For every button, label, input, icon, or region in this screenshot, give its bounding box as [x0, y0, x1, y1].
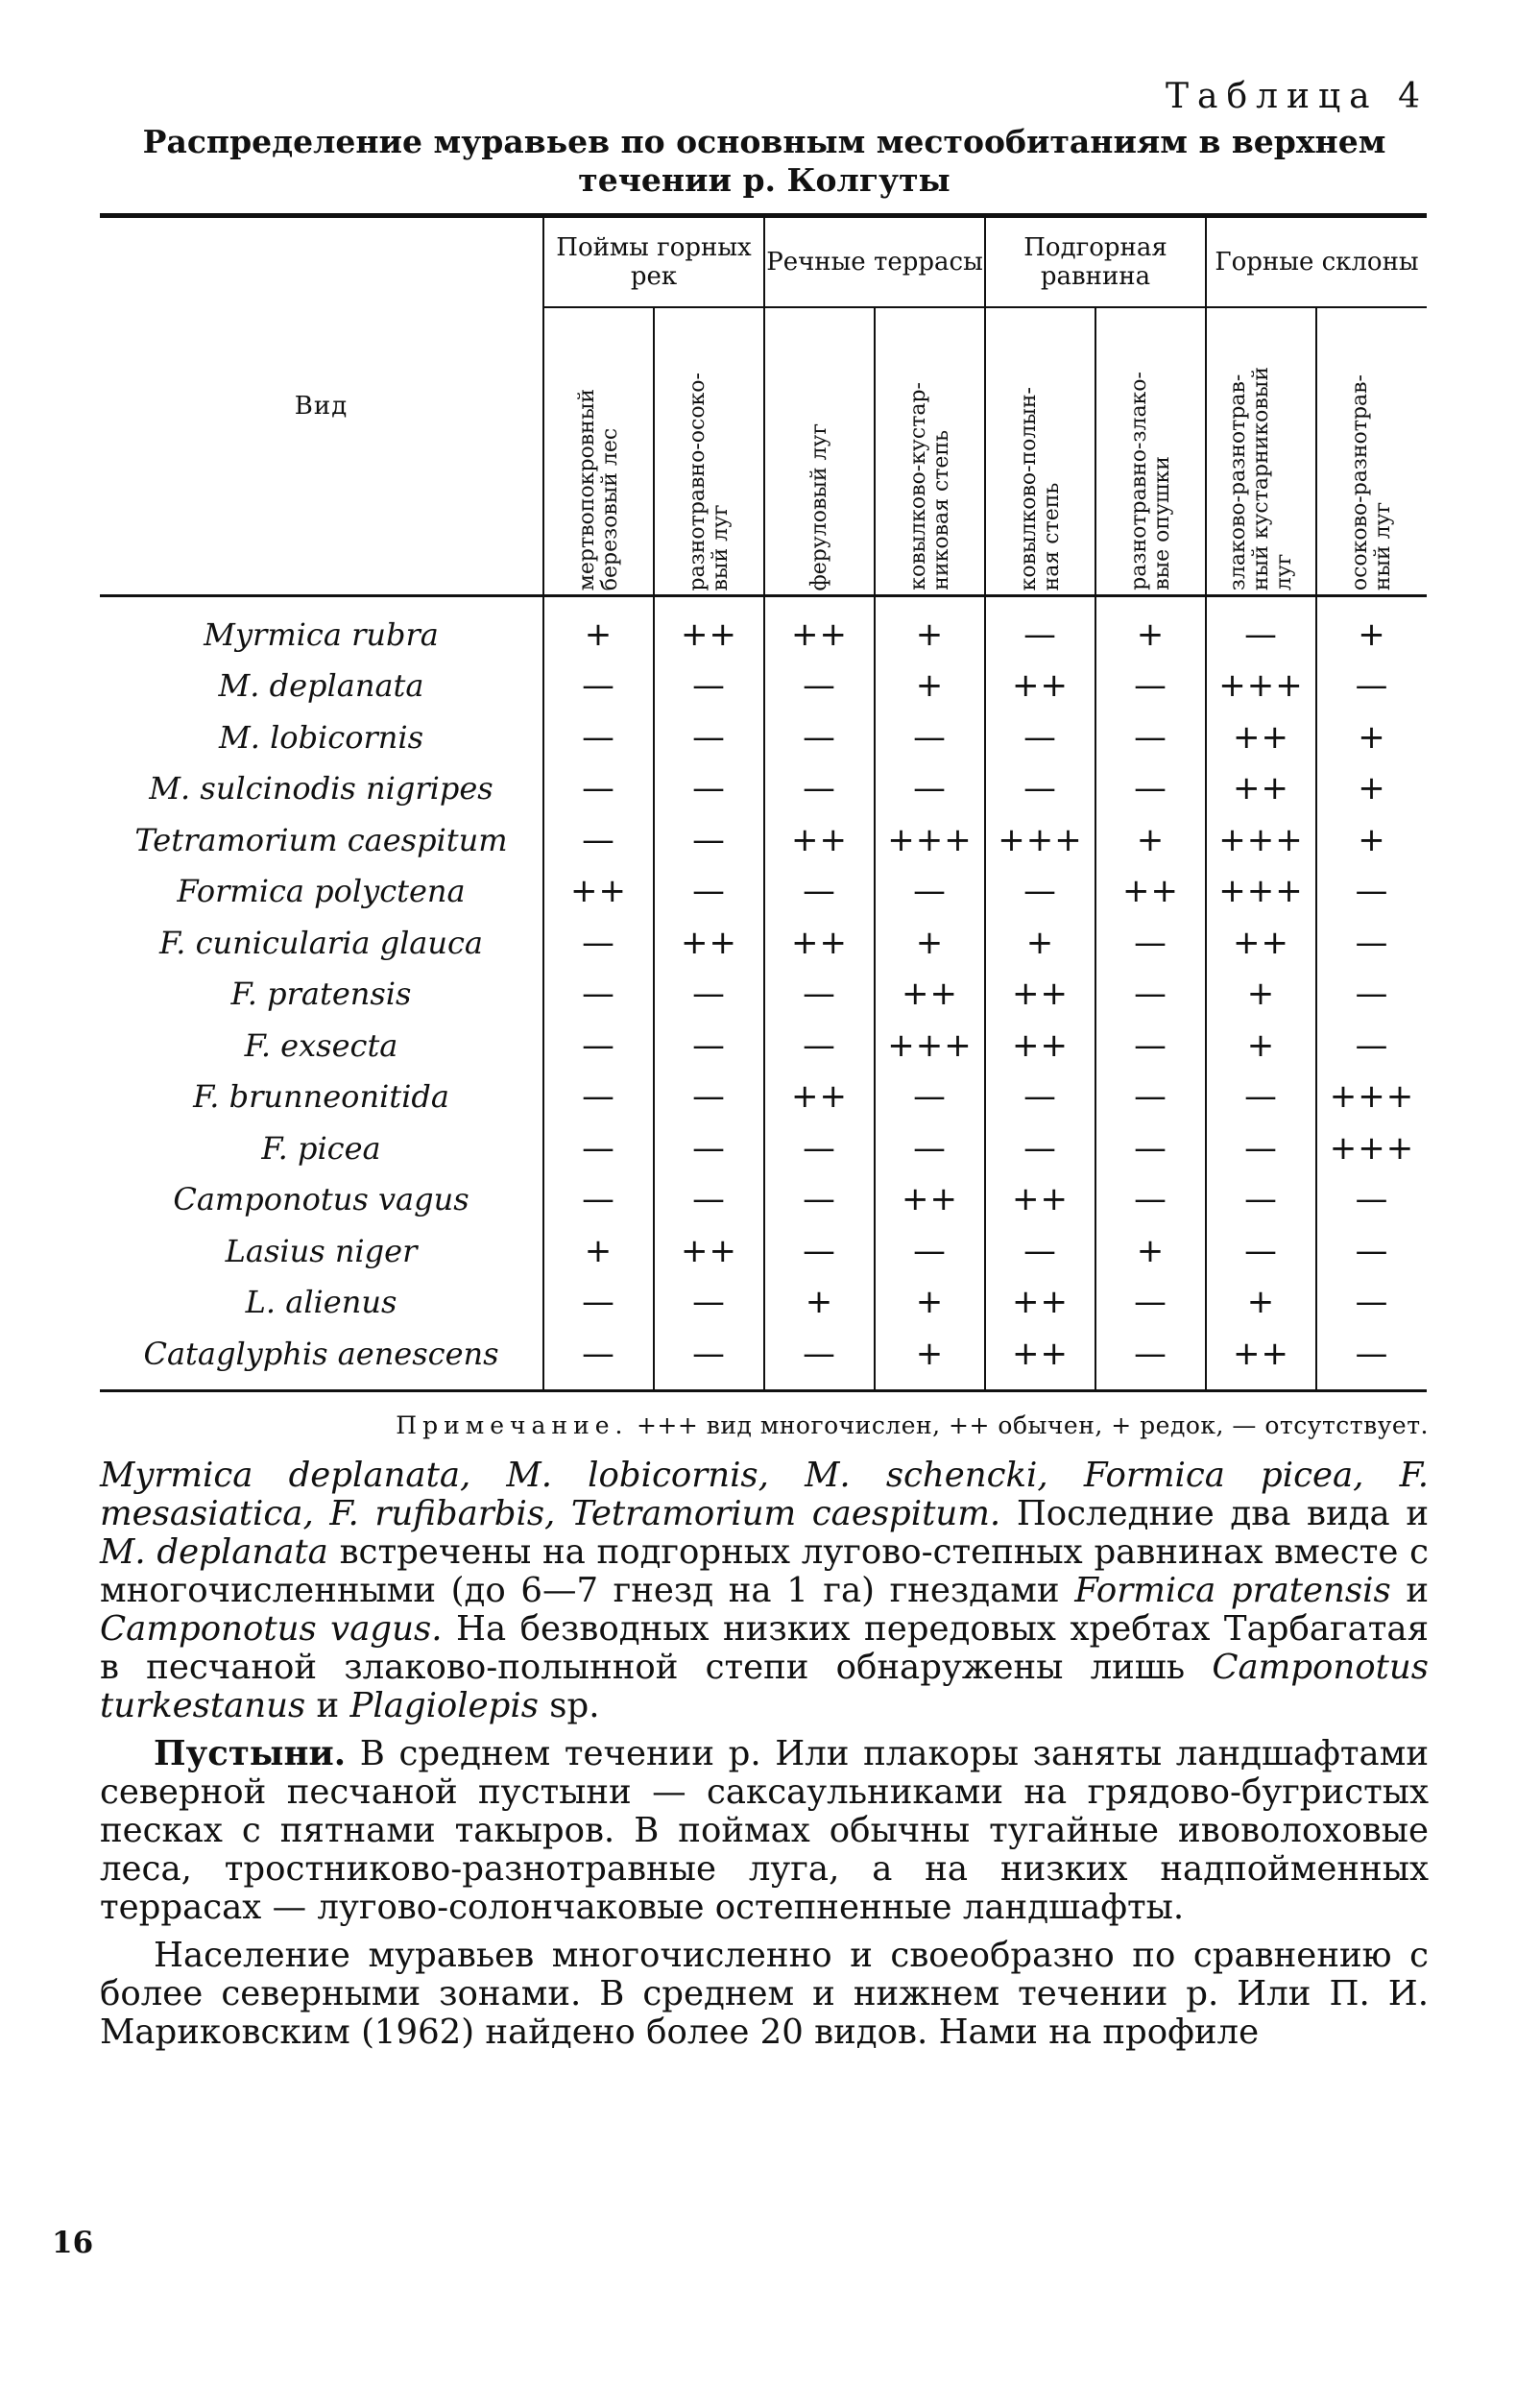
abundance-cell: ++ [764, 1072, 875, 1123]
table-row [100, 1225, 1427, 1277]
table-row [100, 1072, 1427, 1123]
abundance-cell: — [1206, 1072, 1316, 1123]
abundance-cell: — [764, 969, 875, 1021]
abundance-cell: + [1206, 969, 1316, 1021]
abundance-cell: — [1095, 1122, 1206, 1174]
text-run: sp. [538, 1685, 600, 1725]
species-cell: F. exsecta [244, 1026, 398, 1064]
abundance-cell: — [1095, 763, 1206, 815]
species-cell: L. alienus [245, 1284, 397, 1321]
species-cell: F. cunicularia glauca [159, 924, 483, 961]
species-cell: Cataglyphis aenescens [143, 1335, 499, 1372]
table-row [100, 1277, 1427, 1329]
habitat-label: ковылково-полын- ная степь [1016, 386, 1064, 590]
abundance-cell: + [1095, 814, 1206, 866]
abundance-cell: — [1316, 1174, 1427, 1226]
abundance-cell: ++ [1095, 866, 1206, 918]
page [100, 77, 1429, 2052]
abundance-cell: + [1316, 814, 1427, 866]
abundance-cell: — [985, 763, 1095, 815]
abundance-cell: — [1095, 1328, 1206, 1390]
abundance-cell: ++ [654, 596, 764, 661]
text-run: и [305, 1685, 350, 1725]
ant-distribution-table [100, 213, 1427, 1392]
abundance-cell: — [1206, 596, 1316, 661]
abundance-cell: ++ [764, 917, 875, 969]
abundance-cell: — [1316, 969, 1427, 1021]
species-cell: M. lobicornis [218, 718, 424, 756]
abundance-cell: — [543, 814, 654, 866]
abundance-cell: — [654, 1277, 764, 1329]
abundance-cell: — [985, 711, 1095, 763]
abundance-cell: — [1095, 1174, 1206, 1226]
abundance-cell: ++ [985, 1277, 1095, 1329]
habitat-header [543, 307, 654, 596]
species-cell: Formica polyctena [177, 873, 466, 910]
abundance-cell: +++ [1206, 814, 1316, 866]
abundance-cell: — [1316, 1328, 1427, 1390]
table-row [100, 1020, 1427, 1072]
abundance-cell: — [764, 661, 875, 712]
abundance-cell: ++ [985, 969, 1095, 1021]
habitat-header [985, 307, 1095, 596]
habitat-label: феруловый луг [806, 422, 831, 590]
habitat-header [1206, 307, 1316, 596]
species-cell: F. pratensis [230, 976, 412, 1013]
abundance-cell: — [764, 763, 875, 815]
abundance-cell: +++ [1206, 866, 1316, 918]
group-header: Речные террасы [764, 216, 985, 308]
abundance-cell: + [875, 596, 985, 661]
abundance-cell: +++ [1316, 1072, 1427, 1123]
table-body [100, 596, 1427, 1391]
abundance-cell: +++ [1316, 1122, 1427, 1174]
abundance-cell: — [875, 866, 985, 918]
abundance-cell: — [985, 1122, 1095, 1174]
abundance-cell: — [875, 1225, 985, 1277]
habitat-label: разнотравно-осоко- вый луг [685, 372, 733, 590]
abundance-cell: ++ [875, 969, 985, 1021]
abundance-cell: +++ [875, 814, 985, 866]
table-row [100, 1122, 1427, 1174]
table-row [100, 711, 1427, 763]
species-cell: Myrmica rubra [204, 615, 439, 653]
abundance-cell: ++ [764, 814, 875, 866]
abundance-cell: — [654, 1020, 764, 1072]
page-number: 16 [52, 2226, 94, 2260]
table-label: Таблица 4 [1166, 77, 1429, 116]
abundance-cell: — [543, 1174, 654, 1226]
table-row [100, 814, 1427, 866]
abundance-cell: — [654, 1328, 764, 1390]
abundance-cell: — [764, 1225, 875, 1277]
abundance-cell: ++ [654, 1225, 764, 1277]
text-run: Последние два вида и [1000, 1493, 1429, 1533]
body-text [100, 1457, 1429, 2052]
abundance-cell: — [543, 763, 654, 815]
abundance-cell: — [1316, 1225, 1427, 1277]
species-name: M. deplanata [100, 1531, 328, 1572]
abundance-cell: — [1095, 1072, 1206, 1123]
species-name: Camponotus turkestanus [100, 1647, 1429, 1725]
species-name: Plagiolepis [349, 1685, 539, 1725]
species-names: Myrmica deplanata, M. lobicornis, M. schencki, Formica picea, F. mesasiatica, F. rufibarbis, Tetramorium caespitum. [100, 1455, 1429, 1533]
species-name: Camponotus vagus. [100, 1608, 443, 1649]
habitat-label: мертвопокровный березовый лес [574, 388, 622, 590]
abundance-cell: — [1095, 917, 1206, 969]
abundance-cell: + [1316, 596, 1427, 661]
abundance-cell: — [1095, 661, 1206, 712]
abundance-cell: — [1095, 1277, 1206, 1329]
table-row [100, 661, 1427, 712]
abundance-cell: — [654, 711, 764, 763]
habitat-header [875, 307, 985, 596]
abundance-cell: — [654, 1122, 764, 1174]
abundance-cell: — [543, 661, 654, 712]
abundance-cell: + [875, 1277, 985, 1329]
species-cell: F. brunneonitida [193, 1078, 449, 1116]
abundance-cell: + [1316, 763, 1427, 815]
species-cell: M. deplanata [218, 667, 424, 705]
abundance-cell: — [985, 1072, 1095, 1123]
abundance-cell: ++ [1206, 711, 1316, 763]
species-column-header: Вид [100, 216, 543, 596]
abundance-cell: — [764, 711, 875, 763]
table-row [100, 917, 1427, 969]
abundance-cell: — [543, 1277, 654, 1329]
abundance-cell: + [1095, 1225, 1206, 1277]
abundance-cell: — [1095, 969, 1206, 1021]
abundance-cell: — [875, 1122, 985, 1174]
abundance-cell: + [543, 1225, 654, 1277]
habitat-label: ковылково-кустар- никовая степь [905, 382, 953, 590]
paragraph [100, 1457, 1429, 1725]
abundance-cell: — [1316, 917, 1427, 969]
abundance-cell: — [654, 969, 764, 1021]
group-header: Подгорная равнина [985, 216, 1206, 308]
abundance-cell: — [543, 917, 654, 969]
abundance-cell: + [1206, 1020, 1316, 1072]
abundance-cell: — [543, 1328, 654, 1390]
abundance-cell: — [764, 1122, 875, 1174]
abundance-cell: + [543, 596, 654, 661]
abundance-cell: + [875, 917, 985, 969]
paragraph [100, 1937, 1429, 2052]
abundance-cell: + [764, 1277, 875, 1329]
habitat-header [654, 307, 764, 596]
table-row [100, 1328, 1427, 1390]
abundance-cell: ++ [985, 1328, 1095, 1390]
abundance-cell: — [764, 1328, 875, 1390]
abundance-cell: — [875, 711, 985, 763]
abundance-cell: +++ [1206, 661, 1316, 712]
abundance-cell: — [764, 1020, 875, 1072]
abundance-cell: — [1206, 1174, 1316, 1226]
abundance-cell: — [1095, 1020, 1206, 1072]
abundance-cell: — [543, 1122, 654, 1174]
group-header: Поймы горных рек [543, 216, 764, 308]
note-label: Примечание. [396, 1410, 629, 1439]
text-run: встречены на подгорных лугово-степных равнинах вместе с многочисленными (до 6—7 гнезд на 1 га) гнездами [100, 1531, 1430, 1610]
abundance-cell: — [543, 1020, 654, 1072]
abundance-cell: ++ [1206, 1328, 1316, 1390]
habitat-header [1316, 307, 1427, 596]
abundance-cell: ++ [985, 1020, 1095, 1072]
species-cell: Lasius niger [225, 1232, 418, 1269]
species-cell: Camponotus vagus [173, 1181, 469, 1218]
table-row [100, 596, 1427, 661]
abundance-cell: — [764, 1174, 875, 1226]
habitat-label: злаково-разнотрав- ный кустарниковый луг [1225, 366, 1296, 590]
table-title: Распределение муравьев по основным местообитаниям в верхнем течении р. Колгуты [142, 123, 1386, 199]
abundance-cell: — [543, 711, 654, 763]
abundance-cell: + [1095, 596, 1206, 661]
abundance-cell: — [1316, 661, 1427, 712]
abundance-cell: — [875, 1072, 985, 1123]
species-cell: M. sulcinodis nigripes [149, 770, 493, 807]
species-cell: F. picea [261, 1129, 381, 1167]
abundance-cell: — [1316, 1020, 1427, 1072]
text-run: Население муравьев многочисленно и своеобразно по сравнению с более северными зонами. В среднем и нижнем течении р. Или П. И. Мариковским (1962) найдено более 20 видов. Нами на профиле [100, 1935, 1429, 2052]
table-row [100, 969, 1427, 1021]
abundance-cell: — [654, 763, 764, 815]
text-run: В среднем течении р. Или плакоры заняты ландшафтами северной песчаной пустыни — саксаульниками на грядово-бугристых песках с пятнами такыров. В поймах обычны тугайные ивоволоховые леса, тростниково-разнотравные луга, а на низких надпойменных террасах — лугово-солончаковые остепненные ландшафты. [100, 1733, 1429, 1927]
abundance-cell: — [654, 814, 764, 866]
abundance-cell: — [654, 866, 764, 918]
abundance-cell: + [875, 1328, 985, 1390]
abundance-cell: — [1206, 1225, 1316, 1277]
species-name: Formica pratensis [1074, 1570, 1391, 1610]
abundance-cell: + [1206, 1277, 1316, 1329]
paragraph [100, 1735, 1429, 1927]
abundance-cell: — [875, 763, 985, 815]
habitat-header [1095, 307, 1206, 596]
abundance-cell: — [654, 661, 764, 712]
abundance-cell: — [1095, 711, 1206, 763]
abundance-cell: ++ [654, 917, 764, 969]
abundance-cell: — [1316, 1277, 1427, 1329]
abundance-cell: +++ [985, 814, 1095, 866]
group-header: Горные склоны [1206, 216, 1427, 308]
habitat-header [764, 307, 875, 596]
table-row [100, 866, 1427, 918]
abundance-cell: ++ [1206, 917, 1316, 969]
abundance-cell: — [1206, 1122, 1316, 1174]
abundance-cell: + [985, 917, 1095, 969]
section-heading: Пустыни. [154, 1733, 347, 1773]
habitat-label: разнотравно-злако- вые опушки [1126, 372, 1174, 590]
abundance-cell: + [875, 661, 985, 712]
abundance-cell: ++ [543, 866, 654, 918]
abundance-cell: +++ [875, 1020, 985, 1072]
abundance-cell: ++ [875, 1174, 985, 1226]
abundance-cell: ++ [764, 596, 875, 661]
abundance-cell: — [543, 1072, 654, 1123]
abundance-cell: — [654, 1072, 764, 1123]
text-run: и [1390, 1570, 1429, 1610]
abundance-cell: — [654, 1174, 764, 1226]
abundance-cell: ++ [985, 661, 1095, 712]
abundance-cell: — [985, 866, 1095, 918]
text-run: На безводных низких передовых хребтах Тарбагатая в песчаной злаково-полынной степи обнаружены лишь [100, 1608, 1429, 1687]
abundance-cell: — [985, 1225, 1095, 1277]
abundance-cell: — [764, 866, 875, 918]
abundance-cell: — [1316, 866, 1427, 918]
abundance-cell: ++ [985, 1174, 1095, 1226]
table-row [100, 1174, 1427, 1226]
table-note [100, 1411, 1429, 1439]
species-cell: Tetramorium caespitum [134, 821, 508, 858]
abundance-cell: + [1316, 711, 1427, 763]
note-text: +++ вид многочислен, ++ обычен, + редок, — отсутствует. [636, 1410, 1429, 1439]
habitat-label: осоково-разнотрав- ный луг [1348, 374, 1395, 590]
abundance-cell: — [985, 596, 1095, 661]
table-row [100, 763, 1427, 815]
abundance-cell: ++ [1206, 763, 1316, 815]
abundance-cell: — [543, 969, 654, 1021]
